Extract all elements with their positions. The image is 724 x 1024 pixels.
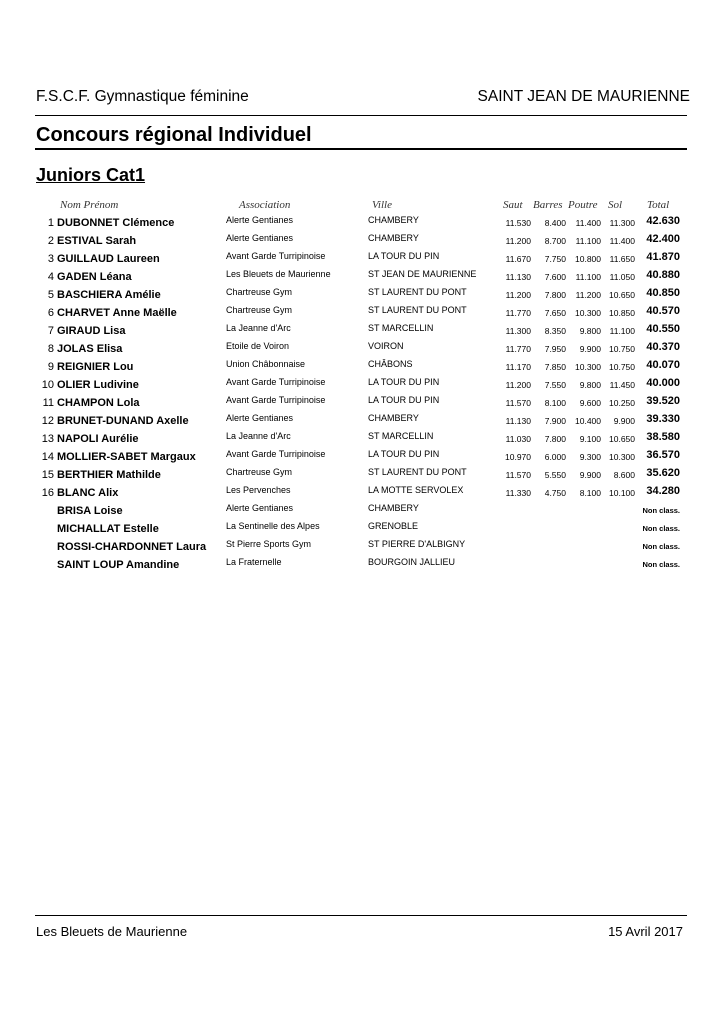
ville-cell: CHAMBERY bbox=[368, 215, 419, 225]
rank-cell: 10 bbox=[41, 379, 54, 391]
poutre-cell: 9.300 bbox=[579, 452, 601, 462]
saut-cell: 11.170 bbox=[505, 362, 531, 372]
rank-cell: 15 bbox=[41, 469, 54, 481]
sol-cell: 10.300 bbox=[609, 452, 635, 462]
association-cell: Chartreuse Gym bbox=[226, 287, 293, 297]
association-cell: Etoile de Voiron bbox=[226, 341, 290, 351]
rank-cell: 5 bbox=[47, 289, 54, 301]
ville-cell: LA TOUR DU PIN bbox=[368, 251, 440, 261]
rank-cell: 12 bbox=[41, 415, 54, 427]
name-cell: BRUNET-DUNAND Axelle bbox=[57, 415, 189, 427]
footer-date: 15 Avril 2017 bbox=[608, 924, 683, 939]
association-cell: Alerte Gentianes bbox=[226, 413, 294, 423]
table-row bbox=[0, 503, 724, 521]
saut-cell: 11.300 bbox=[505, 326, 531, 336]
barres-cell: 7.600 bbox=[544, 272, 566, 282]
total-cell: 40.550 bbox=[646, 323, 680, 335]
table-row bbox=[0, 359, 724, 377]
sol-cell: 10.100 bbox=[609, 488, 635, 498]
name-cell: CHARVET Anne Maëlle bbox=[57, 307, 177, 319]
saut-cell: 10.970 bbox=[505, 452, 531, 462]
total-cell: 40.570 bbox=[646, 305, 680, 317]
table-row bbox=[0, 305, 724, 323]
table-row bbox=[0, 485, 724, 503]
total-cell: 42.400 bbox=[646, 233, 680, 245]
ville-cell: LA TOUR DU PIN bbox=[368, 449, 440, 459]
association-cell: Alerte Gentianes bbox=[226, 233, 294, 243]
ville-cell: CHAMBERY bbox=[368, 503, 419, 513]
table-row bbox=[0, 557, 724, 575]
poutre-cell: 11.100 bbox=[575, 236, 601, 246]
association-cell: Avant Garde Turripinoise bbox=[226, 449, 326, 459]
ville-cell: ST PIERRE D'ALBIGNY bbox=[368, 539, 466, 549]
association-cell: Alerte Gentianes bbox=[226, 503, 294, 513]
saut-cell: 11.670 bbox=[505, 254, 531, 264]
total-cell: 36.570 bbox=[646, 449, 680, 461]
ville-cell: CHAMBERY bbox=[368, 413, 419, 423]
column-header-total: Total bbox=[647, 199, 670, 211]
sol-cell: 10.750 bbox=[609, 362, 635, 372]
name-cell: NAPOLI Aurélie bbox=[57, 433, 139, 445]
barres-cell: 5.550 bbox=[544, 470, 566, 480]
rank-cell: 6 bbox=[47, 307, 54, 319]
table-row bbox=[0, 413, 724, 431]
name-cell: MOLLIER-SABET Margaux bbox=[57, 451, 196, 463]
ville-cell: ST JEAN DE MAURIENNE bbox=[368, 269, 477, 279]
name-cell: CHAMPON Lola bbox=[57, 397, 140, 409]
sol-cell: 11.100 bbox=[609, 326, 635, 336]
barres-cell: 8.350 bbox=[544, 326, 566, 336]
barres-cell: 6.000 bbox=[544, 452, 566, 462]
ville-cell: LA MOTTE SERVOLEX bbox=[368, 485, 464, 495]
barres-cell: 7.850 bbox=[544, 362, 566, 372]
table-row bbox=[0, 395, 724, 413]
ville-cell: LA TOUR DU PIN bbox=[368, 377, 440, 387]
total-cell: 40.880 bbox=[646, 269, 680, 281]
status-cell: Non class. bbox=[642, 560, 680, 569]
rank-cell: 3 bbox=[47, 253, 54, 265]
ville-cell: ST LAURENT DU PONT bbox=[368, 467, 467, 477]
column-header-saut: Saut bbox=[503, 199, 523, 211]
column-header-nom: Nom Prénom bbox=[60, 199, 119, 211]
barres-cell: 7.800 bbox=[544, 434, 566, 444]
column-header-ville: Ville bbox=[372, 199, 392, 211]
status-cell: Non class. bbox=[642, 524, 680, 533]
column-header-sol: Sol bbox=[608, 199, 623, 211]
association-cell: St Pierre Sports Gym bbox=[226, 539, 312, 549]
name-cell: BRISA Loise bbox=[57, 505, 123, 517]
name-cell: MICHALLAT Estelle bbox=[57, 523, 159, 535]
sol-cell: 11.050 bbox=[609, 272, 635, 282]
saut-cell: 11.530 bbox=[505, 218, 531, 228]
saut-cell: 11.570 bbox=[505, 470, 531, 480]
table-row bbox=[0, 377, 724, 395]
table-row bbox=[0, 467, 724, 485]
sol-cell: 11.650 bbox=[609, 254, 635, 264]
name-cell: JOLAS Elisa bbox=[57, 343, 123, 355]
header-rule bbox=[35, 115, 687, 116]
column-header-barres: Barres bbox=[533, 199, 563, 211]
poutre-cell: 10.800 bbox=[575, 254, 601, 264]
name-cell: ESTIVAL Sarah bbox=[57, 235, 137, 247]
table-row bbox=[0, 287, 724, 305]
ville-cell: ST MARCELLIN bbox=[368, 323, 434, 333]
rank-cell: 1 bbox=[47, 217, 54, 229]
total-cell: 39.520 bbox=[646, 395, 680, 407]
name-cell: GADEN Léana bbox=[57, 271, 132, 283]
poutre-cell: 9.100 bbox=[579, 434, 601, 444]
rank-cell: 11 bbox=[42, 397, 54, 409]
barres-cell: 8.400 bbox=[544, 218, 566, 228]
ville-cell: BOURGOIN JALLIEU bbox=[368, 557, 456, 567]
table-row bbox=[0, 449, 724, 467]
association-cell: Avant Garde Turripinoise bbox=[226, 377, 326, 387]
ville-cell: CHÂBONS bbox=[368, 359, 413, 369]
name-cell: BLANC Alix bbox=[57, 487, 119, 499]
poutre-cell: 9.800 bbox=[579, 326, 601, 336]
rank-cell: 14 bbox=[41, 451, 54, 463]
barres-cell: 8.700 bbox=[544, 236, 566, 246]
saut-cell: 11.770 bbox=[505, 344, 531, 354]
ville-cell: ST LAURENT DU PONT bbox=[368, 305, 467, 315]
association-cell: La Jeanne d'Arc bbox=[226, 431, 291, 441]
name-cell: GUILLAUD Laureen bbox=[57, 253, 160, 265]
poutre-cell: 8.100 bbox=[579, 488, 601, 498]
footer-rule bbox=[35, 915, 687, 916]
saut-cell: 11.330 bbox=[505, 488, 531, 498]
barres-cell: 4.750 bbox=[544, 488, 566, 498]
page-title: Concours régional Individuel bbox=[36, 124, 312, 146]
total-cell: 42.630 bbox=[646, 215, 680, 227]
total-cell: 34.280 bbox=[646, 485, 680, 497]
name-cell: DUBONNET Clémence bbox=[57, 217, 175, 229]
ville-cell: ST LAURENT DU PONT bbox=[368, 287, 467, 297]
sol-cell: 10.250 bbox=[609, 398, 635, 408]
table-row bbox=[0, 215, 724, 233]
association-cell: Chartreuse Gym bbox=[226, 305, 293, 315]
association-cell: Avant Garde Turripinoise bbox=[226, 395, 326, 405]
saut-cell: 11.200 bbox=[505, 236, 531, 246]
column-header-poutre: Poutre bbox=[568, 199, 598, 211]
table-row bbox=[0, 341, 724, 359]
ville-cell: CHAMBERY bbox=[368, 233, 419, 243]
category-title: Juniors Cat1 bbox=[36, 165, 146, 185]
association-cell: La Sentinelle des Alpes bbox=[226, 521, 320, 531]
association-cell: Avant Garde Turripinoise bbox=[226, 251, 326, 261]
barres-cell: 7.750 bbox=[544, 254, 566, 264]
total-cell: 40.070 bbox=[646, 359, 680, 371]
barres-cell: 7.650 bbox=[544, 308, 566, 318]
ville-cell: GRENOBLE bbox=[368, 521, 419, 531]
total-cell: 39.330 bbox=[646, 413, 680, 425]
sol-cell: 11.450 bbox=[609, 380, 635, 390]
poutre-cell: 9.600 bbox=[579, 398, 601, 408]
barres-cell: 7.800 bbox=[544, 290, 566, 300]
total-cell: 40.370 bbox=[646, 341, 680, 353]
sol-cell: 11.300 bbox=[609, 218, 635, 228]
poutre-cell: 11.400 bbox=[575, 218, 601, 228]
sol-cell: 10.650 bbox=[609, 290, 635, 300]
poutre-cell: 10.400 bbox=[575, 416, 601, 426]
name-cell: REIGNIER Lou bbox=[57, 361, 134, 373]
total-cell: 35.620 bbox=[646, 467, 680, 479]
poutre-cell: 11.100 bbox=[575, 272, 601, 282]
table-row bbox=[0, 269, 724, 287]
saut-cell: 11.200 bbox=[505, 290, 531, 300]
rank-cell: 4 bbox=[47, 271, 54, 283]
title-rule bbox=[35, 148, 687, 150]
name-cell: BERTHIER Mathilde bbox=[57, 469, 161, 481]
association-cell: Chartreuse Gym bbox=[226, 467, 293, 477]
table-row bbox=[0, 431, 724, 449]
rank-cell: 8 bbox=[47, 343, 54, 355]
association-cell: Alerte Gentianes bbox=[226, 215, 294, 225]
sol-cell: 10.750 bbox=[609, 344, 635, 354]
rank-cell: 13 bbox=[41, 433, 54, 445]
poutre-cell: 10.300 bbox=[575, 362, 601, 372]
rank-cell: 16 bbox=[41, 487, 54, 499]
name-cell: SAINT LOUP Amandine bbox=[57, 559, 180, 571]
association-cell: Union Châbonnaise bbox=[226, 359, 306, 369]
saut-cell: 11.770 bbox=[505, 308, 531, 318]
name-cell: ROSSI-CHARDONNET Laura bbox=[57, 541, 207, 553]
poutre-cell: 9.900 bbox=[579, 470, 601, 480]
poutre-cell: 11.200 bbox=[575, 290, 601, 300]
barres-cell: 7.550 bbox=[544, 380, 566, 390]
ville-cell: VOIRON bbox=[368, 341, 404, 351]
table-row bbox=[0, 233, 724, 251]
total-cell: 40.000 bbox=[646, 377, 680, 389]
total-cell: 40.850 bbox=[646, 287, 680, 299]
saut-cell: 11.200 bbox=[505, 380, 531, 390]
status-cell: Non class. bbox=[642, 506, 680, 515]
barres-cell: 8.100 bbox=[544, 398, 566, 408]
rank-cell: 2 bbox=[47, 235, 54, 247]
rank-cell: 7 bbox=[47, 325, 54, 337]
association-cell: La Fraternelle bbox=[226, 557, 282, 567]
table-row bbox=[0, 521, 724, 539]
saut-cell: 11.130 bbox=[505, 416, 531, 426]
saut-cell: 11.130 bbox=[505, 272, 531, 282]
name-cell: GIRAUD Lisa bbox=[57, 325, 126, 337]
sol-cell: 10.850 bbox=[609, 308, 635, 318]
ville-cell: LA TOUR DU PIN bbox=[368, 395, 440, 405]
sol-cell: 11.400 bbox=[609, 236, 635, 246]
ville-cell: ST MARCELLIN bbox=[368, 431, 434, 441]
poutre-cell: 9.900 bbox=[579, 344, 601, 354]
header-federation: F.S.C.F. Gymnastique féminine bbox=[36, 88, 249, 105]
name-cell: OLIER Ludivine bbox=[57, 379, 139, 391]
table-row bbox=[0, 539, 724, 557]
total-cell: 38.580 bbox=[646, 431, 680, 443]
sol-cell: 9.900 bbox=[613, 416, 635, 426]
rank-cell: 9 bbox=[47, 361, 54, 373]
association-cell: Les Bleuets de Maurienne bbox=[226, 269, 331, 279]
header-location: SAINT JEAN DE MAURIENNE bbox=[477, 88, 690, 105]
table-row bbox=[0, 323, 724, 341]
barres-cell: 7.950 bbox=[544, 344, 566, 354]
poutre-cell: 10.300 bbox=[575, 308, 601, 318]
sol-cell: 8.600 bbox=[613, 470, 635, 480]
association-cell: Les Pervenches bbox=[226, 485, 291, 495]
name-cell: BASCHIERA Amélie bbox=[57, 289, 161, 301]
total-cell: 41.870 bbox=[646, 251, 680, 263]
table-row bbox=[0, 251, 724, 269]
column-header-association: Association bbox=[239, 199, 291, 211]
saut-cell: 11.570 bbox=[505, 398, 531, 408]
barres-cell: 7.900 bbox=[544, 416, 566, 426]
status-cell: Non class. bbox=[642, 542, 680, 551]
poutre-cell: 9.800 bbox=[579, 380, 601, 390]
association-cell: La Jeanne d'Arc bbox=[226, 323, 291, 333]
footer-club: Les Bleuets de Maurienne bbox=[36, 924, 188, 939]
saut-cell: 11.030 bbox=[505, 434, 531, 444]
sol-cell: 10.650 bbox=[609, 434, 635, 444]
